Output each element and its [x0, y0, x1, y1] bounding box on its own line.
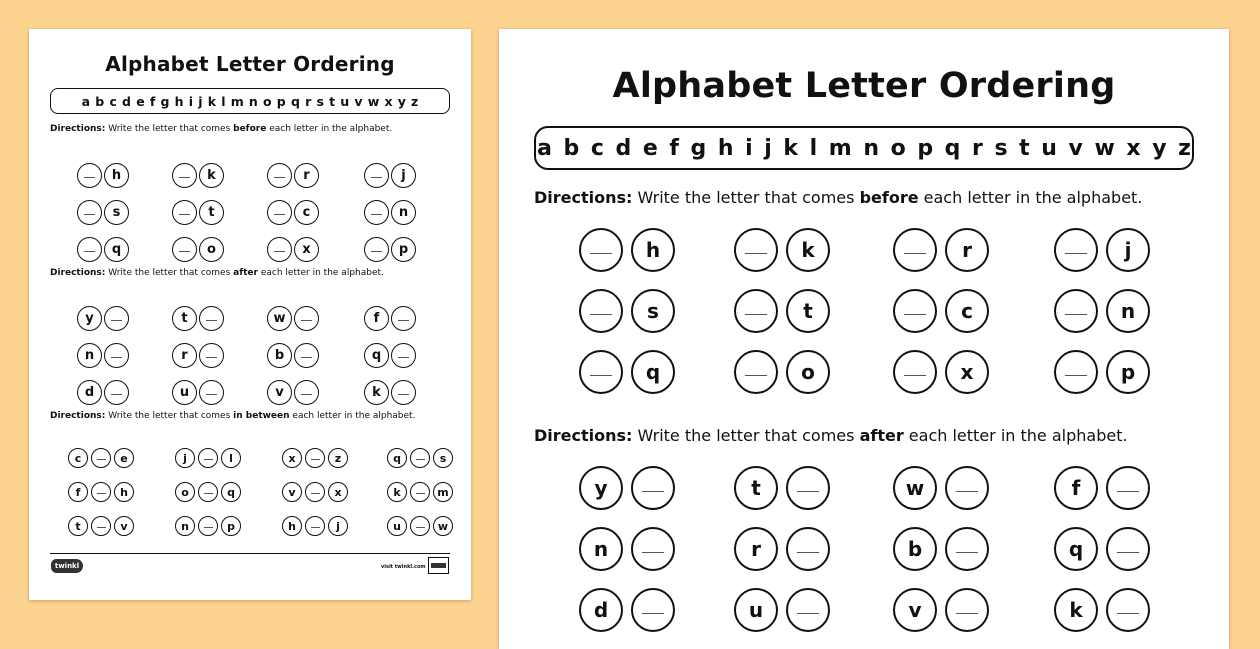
answer-circle — [786, 466, 830, 510]
directions-label: Directions: — [50, 411, 106, 421]
given-letter-circle: c — [294, 200, 319, 225]
alphabet-letter: l — [809, 135, 818, 161]
answer-circle — [786, 588, 830, 632]
answer-circle — [945, 466, 989, 510]
given-letter-circle: p — [1106, 350, 1150, 394]
alphabet-letter: v — [354, 93, 363, 109]
alphabet-letter: w — [1094, 135, 1115, 161]
given-letter-circle: t — [172, 306, 197, 331]
answer-blank-line — [274, 177, 285, 178]
answer-blank-line — [642, 613, 664, 614]
answer-circle — [91, 448, 111, 468]
answer-blank-line — [416, 527, 425, 528]
given-letter-circle: u — [734, 588, 778, 632]
alphabet-letter: y — [1152, 135, 1167, 161]
given-letter-circle: q — [631, 350, 675, 394]
given-letter-circle: o — [786, 350, 830, 394]
alphabet-letter: g — [160, 93, 170, 109]
given-letter-circle: p — [221, 516, 241, 536]
given-letter-circle: n — [1106, 289, 1150, 333]
alphabet-letter: a — [537, 135, 552, 161]
alphabet-letter: n — [248, 93, 258, 109]
answer-blank-line — [206, 394, 217, 395]
alphabet-letter: s — [994, 135, 1008, 161]
answer-circle — [1106, 466, 1150, 510]
answer-blank-line — [904, 375, 926, 376]
answer-circle — [893, 350, 937, 394]
alphabet-strip — [534, 126, 1194, 170]
alphabet-letter: u — [340, 93, 350, 109]
answer-circle — [579, 289, 623, 333]
directions-text: each letter in the alphabet. — [918, 188, 1143, 207]
given-letter-circle: y — [77, 306, 102, 331]
given-letter-circle: m — [433, 482, 453, 502]
alphabet-letter: u — [1041, 135, 1057, 161]
answer-blank-line — [111, 320, 122, 321]
answer-blank-line — [204, 459, 213, 460]
alphabet-letter: r — [305, 93, 312, 109]
alphabet-letter: e — [642, 135, 658, 161]
alphabet-letter: p — [917, 135, 934, 161]
given-letter-circle: t — [734, 466, 778, 510]
answer-circle — [1054, 350, 1098, 394]
answer-blank-line — [206, 357, 217, 358]
page-title: Alphabet Letter Ordering — [105, 52, 395, 76]
answer-circle — [199, 343, 224, 368]
answer-circle — [198, 516, 218, 536]
given-letter-circle: k — [387, 482, 407, 502]
given-letter-circle: u — [172, 380, 197, 405]
given-letter-circle: v — [282, 482, 302, 502]
given-letter-circle: b — [267, 343, 292, 368]
answer-circle — [77, 237, 102, 262]
answer-circle — [1106, 527, 1150, 571]
given-letter-circle: j — [328, 516, 348, 536]
answer-blank-line — [1117, 613, 1139, 614]
answer-circle — [391, 343, 416, 368]
answer-blank-line — [97, 527, 106, 528]
given-letter-circle: e — [114, 448, 134, 468]
answer-blank-line — [797, 491, 819, 492]
answer-blank-line — [97, 459, 106, 460]
alphabet-letter: j — [764, 135, 772, 161]
alphabet-letter: w — [367, 93, 380, 109]
alphabet-letter: r — [972, 135, 983, 161]
answer-blank-line — [398, 357, 409, 358]
answer-circle — [91, 516, 111, 536]
given-letter-circle: b — [893, 527, 937, 571]
answer-circle — [945, 588, 989, 632]
answer-circle — [631, 466, 675, 510]
answer-blank-line — [642, 552, 664, 553]
answer-blank-line — [371, 214, 382, 215]
directions-text: Write the letter that comes — [632, 426, 860, 445]
answer-blank-line — [904, 253, 926, 254]
given-letter-circle: n — [77, 343, 102, 368]
directions-label: Directions: — [534, 188, 633, 207]
answer-circle — [579, 228, 623, 272]
directions-keyword: before — [233, 124, 267, 134]
answer-circle — [734, 289, 778, 333]
directions-keyword: in between — [233, 411, 290, 421]
answer-blank-line — [311, 527, 320, 528]
answer-blank-line — [204, 527, 213, 528]
answer-circle — [305, 482, 325, 502]
given-letter-circle: y — [579, 466, 623, 510]
answer-blank-line — [745, 314, 767, 315]
given-letter-circle: h — [282, 516, 302, 536]
answer-blank-line — [97, 493, 106, 494]
answer-circle — [77, 163, 102, 188]
directions-text: each letter in the alphabet. — [289, 411, 416, 421]
given-letter-circle: k — [1054, 588, 1098, 632]
answer-circle — [294, 306, 319, 331]
alphabet-letter: m — [230, 93, 244, 109]
answer-blank-line — [84, 251, 95, 252]
given-letter-circle: q — [1054, 527, 1098, 571]
answer-circle — [410, 448, 430, 468]
given-letter-circle: c — [68, 448, 88, 468]
answer-blank-line — [301, 394, 312, 395]
directions-text: each letter in the alphabet. — [903, 426, 1128, 445]
directions-text: Write the letter that comes — [105, 268, 234, 278]
directions-label: Directions: — [50, 124, 106, 134]
answer-circle — [104, 343, 129, 368]
given-letter-circle: c — [945, 289, 989, 333]
alphabet-letter: h — [174, 93, 184, 109]
worksheet-preview-small — [29, 29, 471, 600]
alphabet-letter: x — [1126, 135, 1141, 161]
given-letter-circle: x — [328, 482, 348, 502]
directions-between — [50, 411, 415, 421]
answer-blank-line — [745, 375, 767, 376]
given-letter-circle: q — [387, 448, 407, 468]
alphabet-letter: l — [221, 93, 226, 109]
given-letter-circle: w — [267, 306, 292, 331]
answer-circle — [267, 237, 292, 262]
directions-keyword: after — [859, 426, 904, 445]
answer-circle — [199, 380, 224, 405]
given-letter-circle: q — [364, 343, 389, 368]
directions-text: Write the letter that comes — [105, 124, 234, 134]
answer-blank-line — [301, 357, 312, 358]
directions-label: Directions: — [534, 426, 633, 445]
given-letter-circle: t — [199, 200, 224, 225]
directions-before — [50, 124, 392, 134]
alphabet-letter: t — [329, 93, 336, 109]
alphabet-letter: q — [944, 135, 961, 161]
given-letter-circle: k — [364, 380, 389, 405]
answer-blank-line — [416, 493, 425, 494]
answer-blank-line — [1117, 552, 1139, 553]
answer-blank-line — [642, 491, 664, 492]
given-letter-circle: r — [734, 527, 778, 571]
given-letter-circle: j — [391, 163, 416, 188]
alphabet-letter: y — [397, 93, 406, 109]
answer-blank-line — [1117, 491, 1139, 492]
alphabet-letter: i — [188, 93, 194, 109]
directions-after — [534, 426, 1128, 445]
answer-circle — [893, 289, 937, 333]
answer-circle — [579, 350, 623, 394]
given-letter-circle: q — [221, 482, 241, 502]
answer-circle — [1054, 289, 1098, 333]
alphabet-letter: g — [690, 135, 707, 161]
alphabet-letter: e — [136, 93, 145, 109]
answer-blank-line — [84, 214, 95, 215]
answer-blank-line — [204, 493, 213, 494]
directions-text: each letter in the alphabet. — [266, 124, 393, 134]
answer-circle — [631, 588, 675, 632]
answer-blank-line — [797, 613, 819, 614]
page-title: Alphabet Letter Ordering — [612, 66, 1116, 106]
answer-blank-line — [274, 214, 285, 215]
given-letter-circle: k — [786, 228, 830, 272]
answer-circle — [410, 482, 430, 502]
alphabet-letter: d — [615, 135, 632, 161]
given-letter-circle: z — [328, 448, 348, 468]
answer-blank-line — [301, 320, 312, 321]
directions-after — [50, 268, 384, 278]
alphabet-letter: b — [563, 135, 580, 161]
alphabet-letter: j — [198, 93, 203, 109]
answer-blank-line — [206, 320, 217, 321]
given-letter-circle: n — [579, 527, 623, 571]
given-letter-circle: s — [104, 200, 129, 225]
directions-text: Write the letter that comes — [632, 188, 860, 207]
answer-circle — [410, 516, 430, 536]
given-letter-circle: x — [294, 237, 319, 262]
answer-blank-line — [179, 251, 190, 252]
alphabet-letter: z — [1178, 135, 1191, 161]
given-letter-circle: x — [282, 448, 302, 468]
given-letter-circle: r — [945, 228, 989, 272]
alphabet-letter: t — [1019, 135, 1030, 161]
alphabet-letter: k — [207, 93, 217, 109]
given-letter-circle: n — [175, 516, 195, 536]
given-letter-circle: o — [175, 482, 195, 502]
given-letter-circle: h — [631, 228, 675, 272]
directions-before — [534, 188, 1142, 207]
alphabet-letter: s — [316, 93, 324, 109]
alphabet-letter: b — [95, 93, 105, 109]
answer-blank-line — [371, 177, 382, 178]
alphabet-letter: x — [384, 93, 393, 109]
given-letter-circle: w — [893, 466, 937, 510]
directions-label: Directions: — [50, 268, 106, 278]
alphabet-letter: d — [122, 93, 131, 109]
answer-blank-line — [84, 177, 95, 178]
alphabet-letter: h — [717, 135, 734, 161]
answer-blank-line — [590, 253, 612, 254]
answer-blank-line — [956, 613, 978, 614]
answer-blank-line — [904, 314, 926, 315]
alphabet-letter: k — [783, 135, 799, 161]
given-letter-circle: v — [267, 380, 292, 405]
given-letter-circle: u — [387, 516, 407, 536]
given-letter-circle: d — [579, 588, 623, 632]
given-letter-circle: p — [391, 237, 416, 262]
answer-circle — [199, 306, 224, 331]
quality-standard-badge-icon — [428, 557, 449, 574]
given-letter-circle: q — [104, 237, 129, 262]
answer-blank-line — [745, 253, 767, 254]
answer-circle — [172, 200, 197, 225]
twinkl-logo: twinkl — [51, 559, 83, 573]
answer-circle — [91, 482, 111, 502]
answer-circle — [734, 228, 778, 272]
answer-circle — [77, 200, 102, 225]
answer-circle — [631, 527, 675, 571]
given-letter-circle: n — [391, 200, 416, 225]
alphabet-letter: o — [263, 93, 272, 109]
answer-blank-line — [371, 251, 382, 252]
given-letter-circle: r — [172, 343, 197, 368]
alphabet-letter: o — [890, 135, 906, 161]
answer-circle — [1106, 588, 1150, 632]
alphabet-letter: f — [149, 93, 156, 109]
given-letter-circle: l — [221, 448, 241, 468]
alphabet-letter: q — [290, 93, 300, 109]
directions-keyword: before — [859, 188, 919, 207]
answer-blank-line — [274, 251, 285, 252]
answer-circle — [267, 163, 292, 188]
answer-circle — [198, 448, 218, 468]
visit-url: visit twinkl.com — [381, 564, 426, 570]
answer-blank-line — [1065, 375, 1087, 376]
directions-text: Write the letter that comes — [105, 411, 234, 421]
given-letter-circle: f — [68, 482, 88, 502]
alphabet-letter: i — [745, 135, 753, 161]
answer-blank-line — [956, 491, 978, 492]
answer-blank-line — [179, 177, 190, 178]
alphabet-letter: m — [828, 135, 852, 161]
answer-blank-line — [416, 459, 425, 460]
answer-circle — [364, 163, 389, 188]
answer-circle — [172, 237, 197, 262]
answer-circle — [945, 527, 989, 571]
answer-circle — [391, 306, 416, 331]
given-letter-circle: s — [631, 289, 675, 333]
answer-circle — [893, 228, 937, 272]
worksheet-preview-large — [499, 29, 1229, 649]
alphabet-letter: z — [411, 93, 419, 109]
answer-blank-line — [797, 552, 819, 553]
alphabet-letter: a — [81, 93, 91, 109]
alphabet-strip — [50, 88, 450, 114]
answer-circle — [294, 380, 319, 405]
answer-circle — [305, 448, 325, 468]
given-letter-circle: r — [294, 163, 319, 188]
given-letter-circle: w — [433, 516, 453, 536]
given-letter-circle: d — [77, 380, 102, 405]
alphabet-letter: c — [109, 93, 117, 109]
given-letter-circle: s — [433, 448, 453, 468]
alphabet-letter: n — [863, 135, 879, 161]
answer-blank-line — [111, 394, 122, 395]
alphabet-letter: f — [669, 135, 679, 161]
given-letter-circle: o — [199, 237, 224, 262]
answer-circle — [294, 343, 319, 368]
answer-circle — [267, 200, 292, 225]
directions-text: each letter in the alphabet. — [257, 268, 384, 278]
given-letter-circle: t — [68, 516, 88, 536]
answer-circle — [172, 163, 197, 188]
answer-blank-line — [590, 375, 612, 376]
alphabet-letter: v — [1068, 135, 1083, 161]
given-letter-circle: x — [945, 350, 989, 394]
alphabet-letter: c — [590, 135, 604, 161]
given-letter-circle: f — [1054, 466, 1098, 510]
answer-blank-line — [398, 394, 409, 395]
answer-blank-line — [311, 459, 320, 460]
answer-circle — [104, 380, 129, 405]
answer-blank-line — [111, 357, 122, 358]
answer-circle — [364, 200, 389, 225]
given-letter-circle: h — [114, 482, 134, 502]
given-letter-circle: j — [1106, 228, 1150, 272]
answer-circle — [391, 380, 416, 405]
answer-circle — [734, 350, 778, 394]
given-letter-circle: k — [199, 163, 224, 188]
answer-blank-line — [311, 493, 320, 494]
given-letter-circle: t — [786, 289, 830, 333]
answer-blank-line — [1065, 253, 1087, 254]
answer-blank-line — [956, 552, 978, 553]
answer-circle — [198, 482, 218, 502]
answer-blank-line — [1065, 314, 1087, 315]
answer-circle — [364, 237, 389, 262]
alphabet-letter: p — [276, 93, 286, 109]
answer-circle — [305, 516, 325, 536]
answer-blank-line — [398, 320, 409, 321]
answer-circle — [104, 306, 129, 331]
answer-blank-line — [590, 314, 612, 315]
given-letter-circle: h — [104, 163, 129, 188]
given-letter-circle: f — [364, 306, 389, 331]
given-letter-circle: v — [114, 516, 134, 536]
answer-blank-line — [179, 214, 190, 215]
answer-circle — [1054, 228, 1098, 272]
answer-circle — [786, 527, 830, 571]
given-letter-circle: v — [893, 588, 937, 632]
directions-keyword: after — [233, 268, 258, 278]
footer-divider — [50, 553, 450, 554]
given-letter-circle: j — [175, 448, 195, 468]
